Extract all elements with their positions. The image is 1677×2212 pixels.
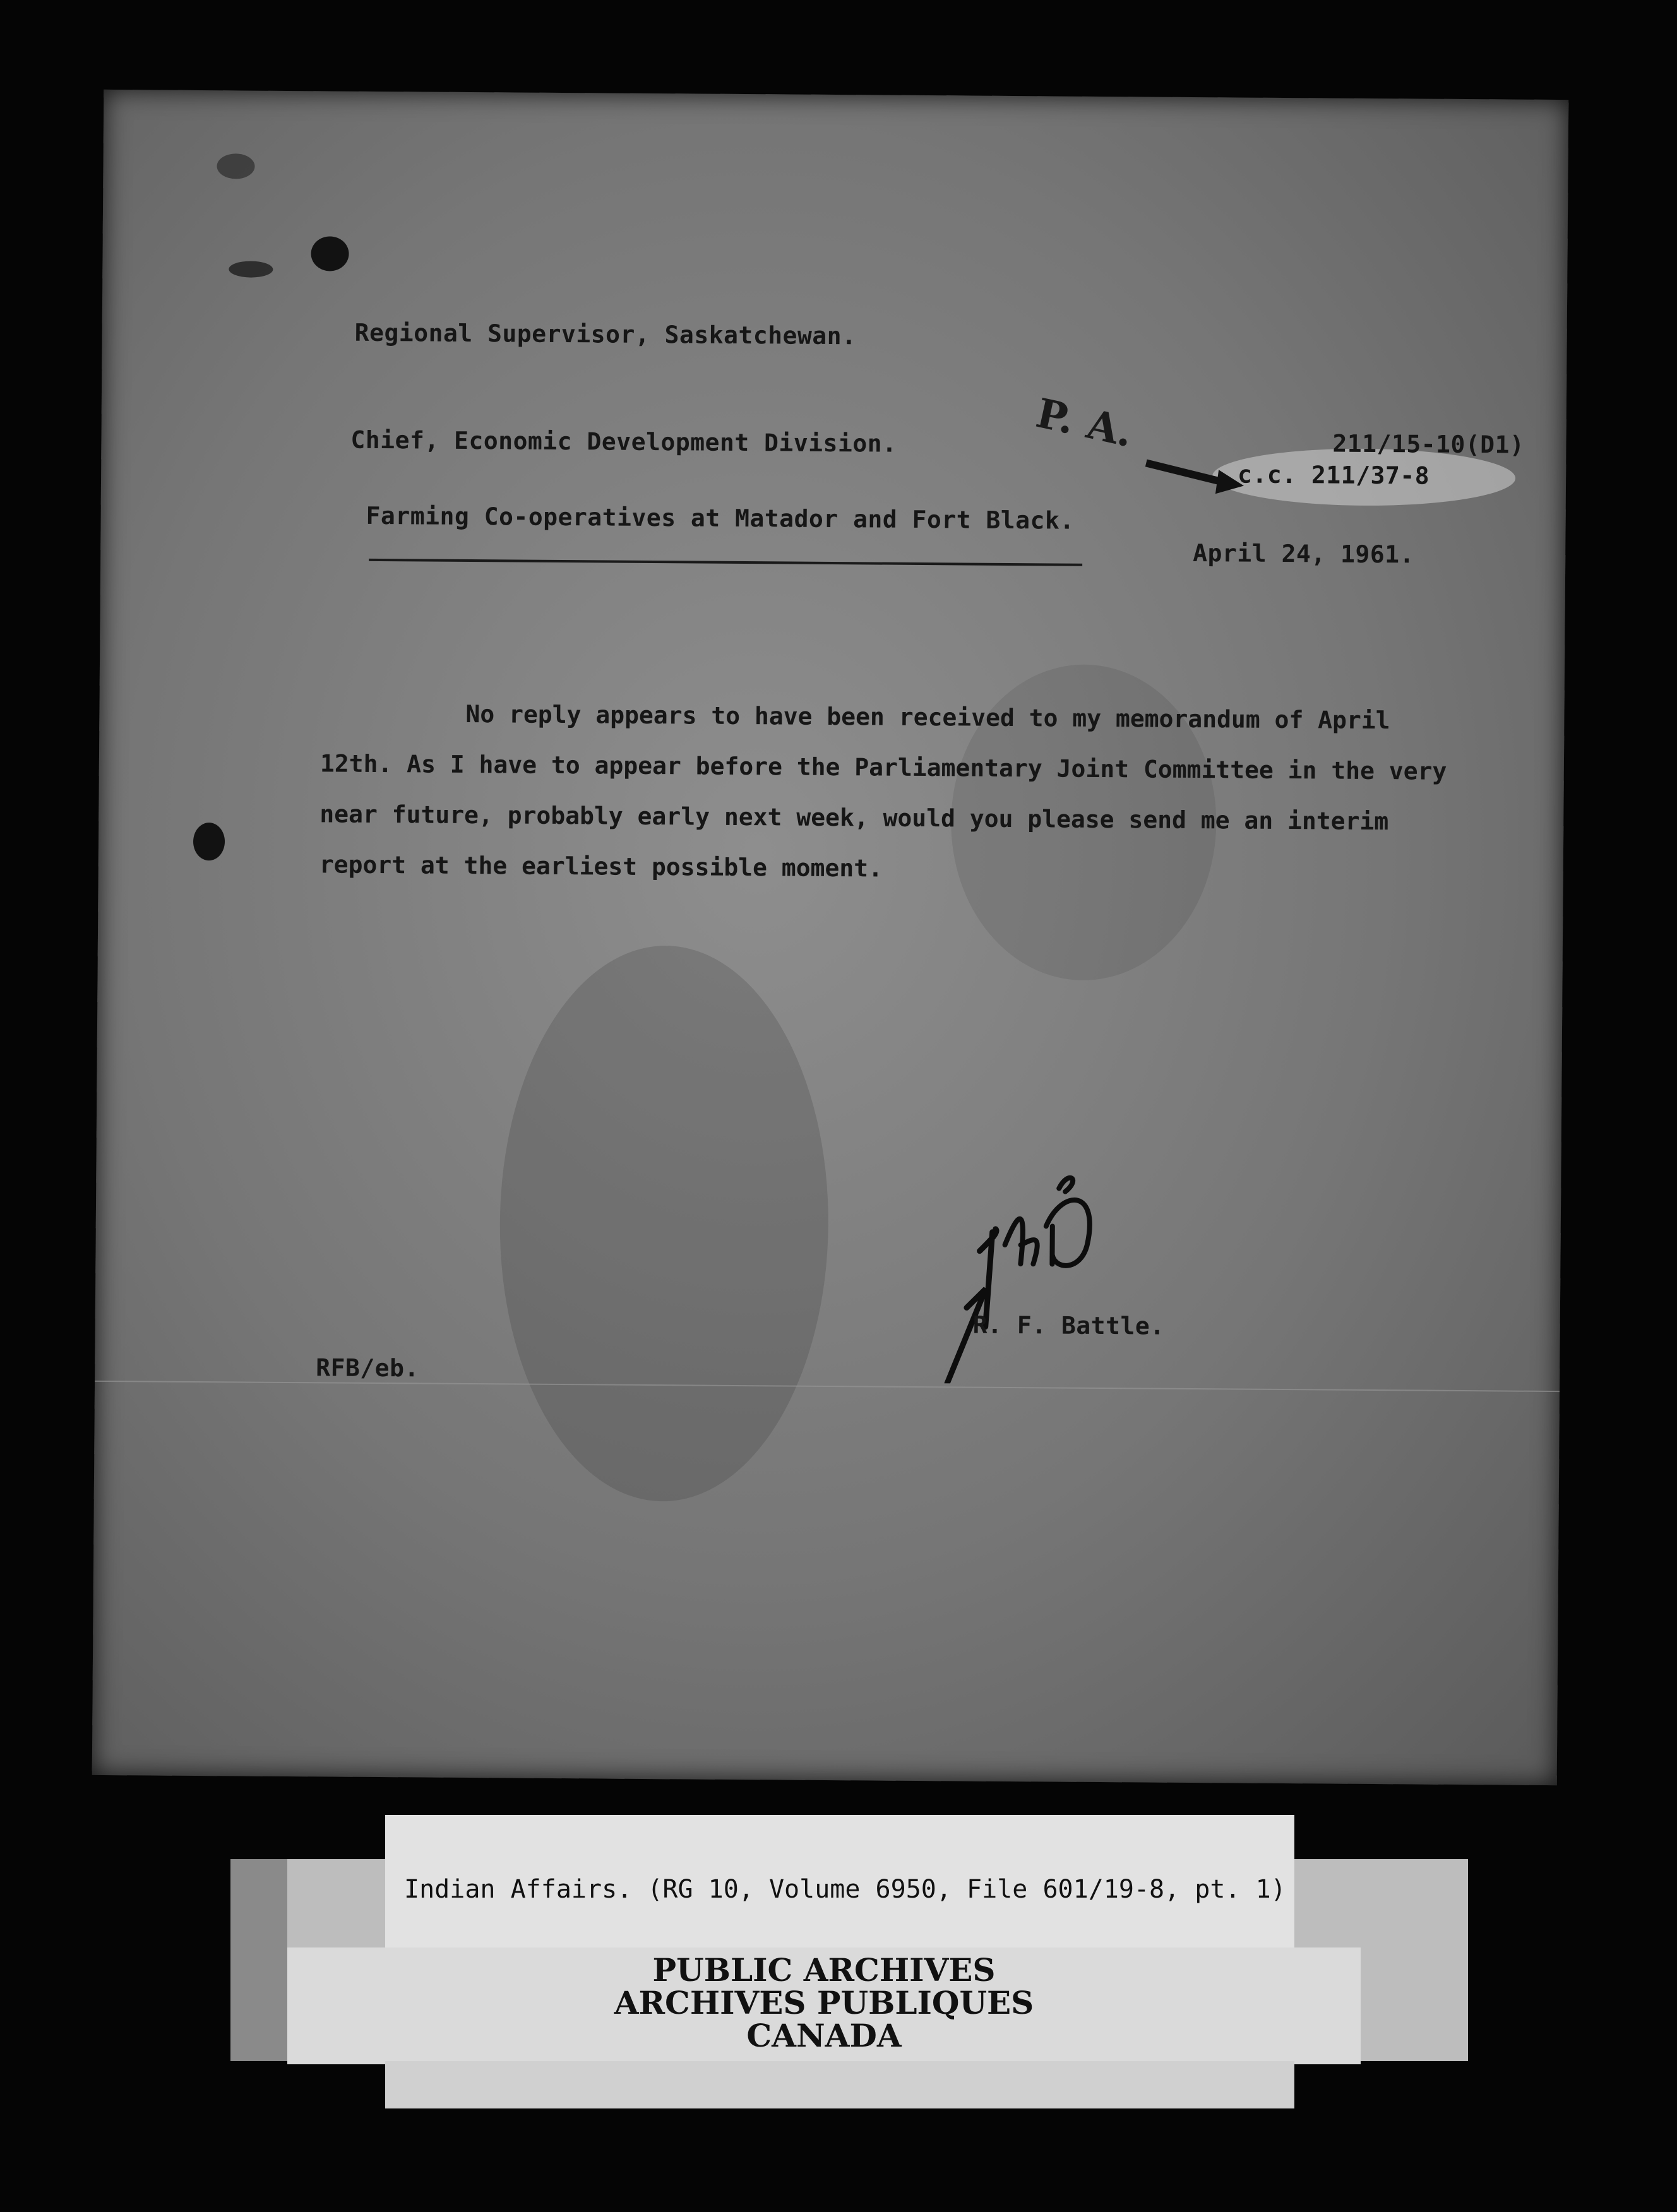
archive-stamp [287,1951,1361,2054]
signature [890,1118,1107,1384]
pa-stamp: P. A. [1032,389,1137,457]
subject-underline [369,559,1082,566]
signatory-name: R. F. Battle. [972,1311,1165,1340]
memo-to: Regional Supervisor, Saskatchewan. [354,318,857,350]
memo-subject: Farming Co-operatives at Matador and Fort Black. [366,501,1075,535]
ink-blot [229,261,273,277]
archive-citation: Indian Affairs. (RG 10, Volume 6950, File 601/19-8, pt. 1) [404,1875,1286,1904]
fold-line [95,1381,1560,1392]
memo-body-text: No reply appears to have been received to my memorandum of April 12th. As I have to appear before the Parliamentary Joint Committee in the very near future, probably early next week, would you please send me an interim report at the earliest possible moment. [319,699,1447,883]
arrow-icon [1143,456,1244,495]
initials-reference: RFB/eb. [316,1353,420,1382]
ink-blot [217,153,254,179]
archive-line-country: CANADA [746,2017,902,2054]
archive-card-edge [230,1859,287,2061]
archive-line-fr: ARCHIVES PUBLIQUES [614,1984,1034,2021]
archive-card-bottom [385,2061,1294,2108]
ink-blot [193,823,225,860]
cc-reference: c.c. 211/37-8 [1237,460,1430,490]
memo-from: Chief, Economic Development Division. [350,425,897,458]
memo-date: April 24, 1961. [1193,538,1415,569]
memo-body [319,687,1470,898]
memo-page [92,90,1569,1785]
archive-line-en: PUBLIC ARCHIVES [652,1951,996,1989]
ink-blot [311,236,349,271]
file-reference: 211/15-10(D1) [1332,429,1525,459]
water-stain [498,944,830,1502]
